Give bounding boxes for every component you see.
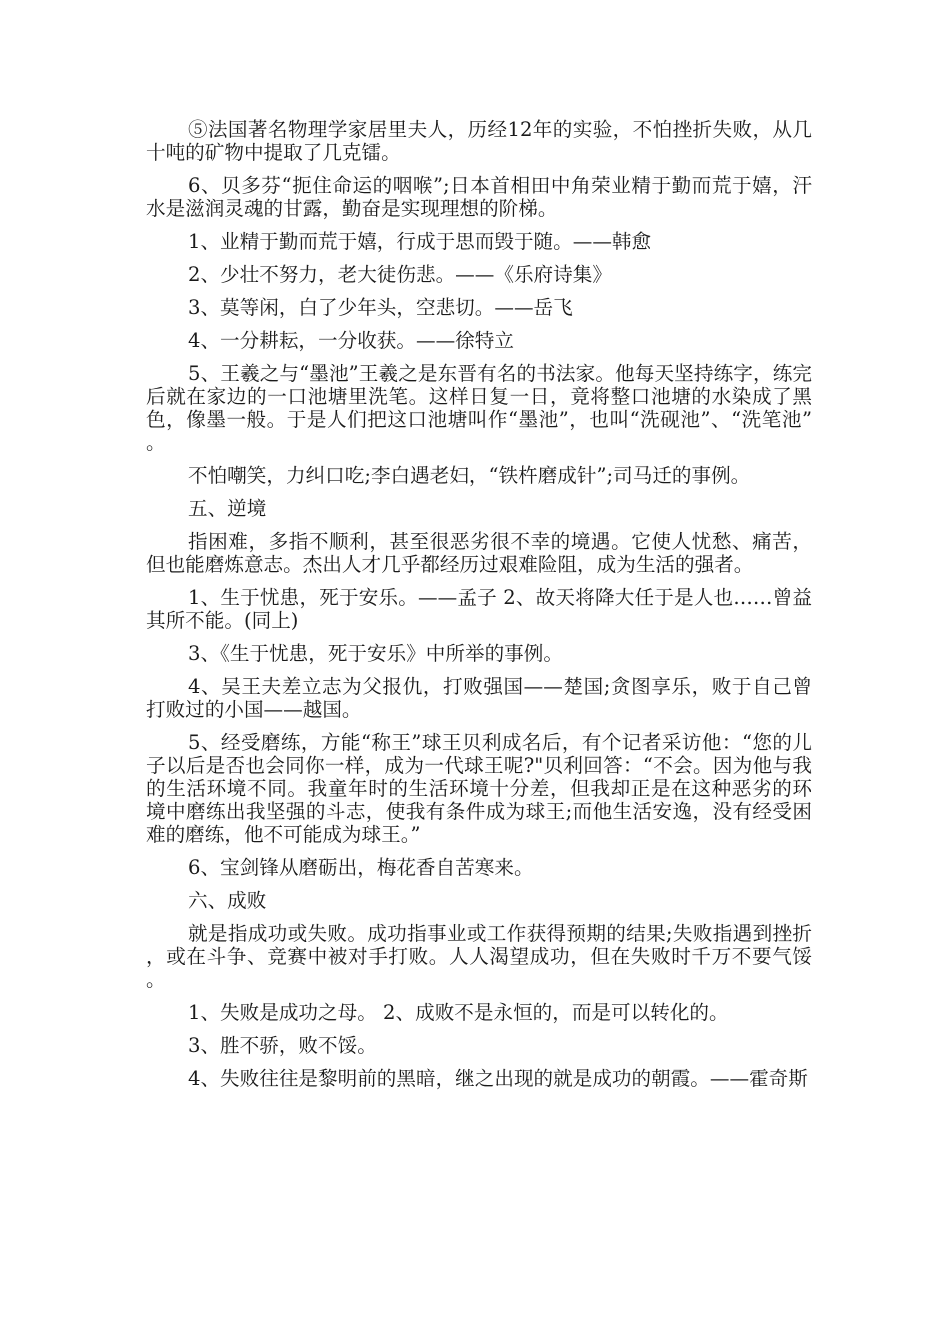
paragraph: 1、失败是成功之母。 2、成败不是永恒的，而是可以转化的。	[188, 1001, 729, 1024]
paragraph: 4、失败往往是黎明前的黑暗，继之出现的就是成功的朝霞。——霍奇斯	[188, 1067, 808, 1090]
section-heading: 六、成败	[188, 889, 267, 912]
paragraph: 3、胜不骄，败不馁。	[188, 1034, 377, 1057]
paragraph: 不怕嘲笑，力纠口吃;李白遇老妇，“铁杵磨成针”;司马迁的事例。	[188, 464, 751, 487]
paragraph: 就是指成功或失败。成功指事业或工作获得预期的结果;失败指遇到挫折，或在斗争、竞赛中被对手打败。人人渴望成功，但在失败时千万不要气馁。	[146, 922, 812, 991]
paragraph: ⑤法国著名物理学家居里夫人，历经12年的实验，不怕挫折失败，从几十吨的矿物中提取了几克镭。	[146, 118, 812, 164]
paragraph: 6、宝剑锋从磨砺出，梅花香自苦寒来。	[188, 856, 534, 879]
paragraph: 3、莫等闲，白了少年头，空悲切。——岳飞	[188, 296, 573, 319]
paragraph: 指困难，多指不顺利，甚至很恶劣很不幸的境遇。它使人忧愁、痛苦，但也能磨炼意志。杰出人才几乎都经历过艰难险阻，成为生活的强者。	[146, 530, 812, 576]
paragraph: 2、少壮不努力，老大徒伤悲。——《乐府诗集》	[188, 263, 612, 286]
paragraph: 1、业精于勤而荒于嬉，行成于思而毁于随。——韩愈	[188, 230, 652, 253]
paragraph: 5、王羲之与“墨池”王羲之是东晋有名的书法家。他每天坚持练字，练完后就在家边的一口池塘里洗笔。这样日复一日，竟将整口池塘的水染成了黑色，像墨一般。于是人们把这口池塘叫作“墨池”，也叫“洗砚池”、“洗笔池”。	[146, 362, 812, 454]
paragraph: 4、一分耕耘，一分收获。——徐特立	[188, 329, 514, 352]
paragraph: 6、贝多芬“扼住命运的咽喉”;日本首相田中角荣业精于勤而荒于嬉，汗水是滋润灵魂的甘露，勤奋是实现理想的阶梯。	[146, 174, 812, 220]
paragraph: 5、经受磨练，方能“称王”球王贝利成名后，有个记者采访他：“您的儿子以后是否也会同你一样，成为一代球王呢?"贝利回答：“不会。因为他与我的生活环境不同。我童年时的生活环境十分差，但我却正是在这种恶劣的环境中磨练出我坚强的斗志，使我有条件成为球王;而他生活安逸，没有经受困难的磨练，他不可能成为球王。”	[146, 731, 812, 846]
paragraph: 1、生于忧患，死于安乐。——孟子 2、故天将降大任于是人也……曾益其所不能。(同上)	[146, 586, 812, 632]
paragraph: 4、吴王夫差立志为父报仇，打败强国——楚国;贪图享乐，败于自己曾打败过的小国——越国。	[146, 675, 812, 721]
document-body	[146, 118, 812, 1100]
section-heading: 五、逆境	[188, 497, 267, 520]
paragraph: 3、《生于忧患，死于安乐》中所举的事例。	[188, 642, 563, 665]
